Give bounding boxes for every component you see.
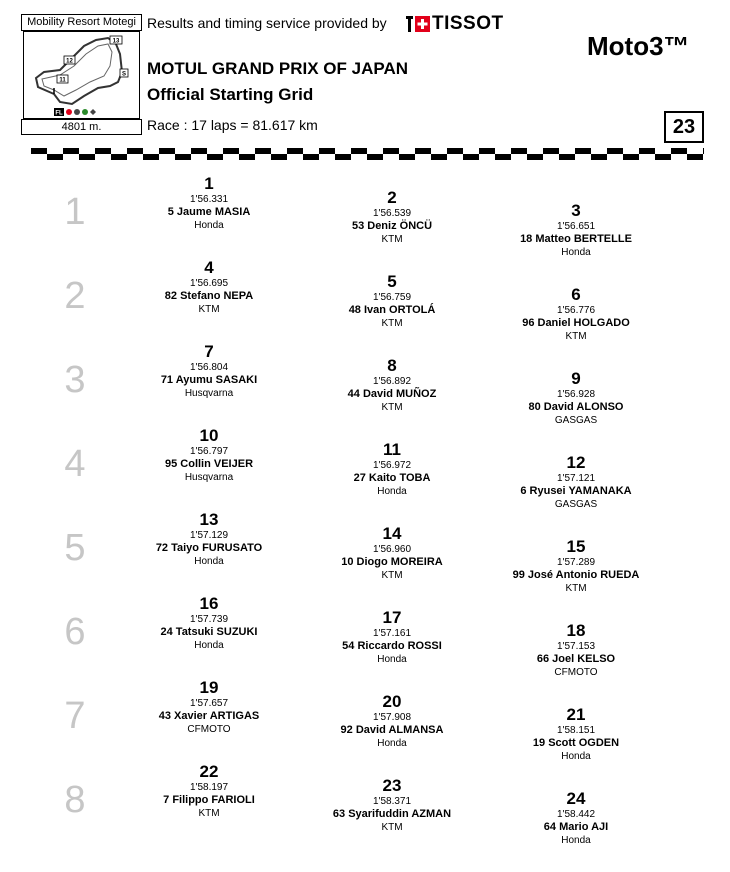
grid-position: 19 (199, 678, 219, 697)
lap-time: 1'56.892 (372, 376, 412, 387)
lap-time: 1'58.371 (372, 796, 412, 807)
tissot-logo (406, 14, 504, 34)
lap-time: 1'56.797 (189, 446, 229, 457)
lap-time: 1'57.739 (189, 614, 229, 625)
grid-slot (302, 693, 482, 750)
rider-name: 54 Riccardo ROSSI (342, 640, 442, 652)
lap-time: 1'56.759 (372, 292, 412, 303)
lap-time: 1'56.928 (556, 389, 596, 400)
circuit-map (23, 31, 140, 119)
grid-slot (302, 189, 482, 246)
grid-position: 10 (199, 426, 219, 445)
rider-name: 99 José Antonio RUEDA (512, 569, 640, 581)
grid-slot (119, 175, 299, 232)
rider-name: 6 Ryusei YAMANAKA (520, 485, 632, 497)
lap-time: 1'56.331 (189, 194, 229, 205)
tissot-wordmark: TISSOT (432, 13, 504, 34)
grid-slot (486, 790, 666, 847)
grid-position: 16 (199, 594, 219, 613)
rider-name: 71 Ayumu SASAKI (160, 374, 258, 386)
grid-row-number: 1 (64, 191, 86, 233)
grid-row-number: 5 (64, 527, 86, 569)
rider-name: 44 David MUÑOZ (347, 388, 437, 400)
rider-name: 64 Mario AJI (543, 821, 609, 833)
map-label: 11 (59, 77, 66, 84)
circuit-info (21, 14, 142, 134)
lap-time: 1'56.539 (372, 208, 412, 219)
grid-position: 5 (387, 272, 397, 291)
grid-slot (119, 343, 299, 400)
rider-name: 53 Deniz ÖNCÜ (351, 220, 433, 232)
manufacturer: Honda (377, 738, 407, 749)
manufacturer: KTM (381, 234, 403, 245)
grid-count-box: 23 (664, 111, 704, 143)
grid-position: 3 (571, 201, 581, 220)
grid-slot (486, 538, 666, 595)
lap-time: 1'56.776 (556, 305, 596, 316)
rider-name: 48 Ivan ORTOLÁ (348, 304, 436, 316)
lap-time: 1'58.151 (556, 725, 596, 736)
manufacturer: Husqvarna (184, 472, 234, 483)
manufacturer: Honda (561, 751, 591, 762)
grid-position: 13 (199, 510, 219, 529)
grid-position: 18 (566, 621, 586, 640)
grid-row-number: 6 (64, 611, 86, 653)
lap-time: 1'57.289 (556, 557, 596, 568)
lap-time: 1'57.908 (372, 712, 412, 723)
grid-slot (302, 609, 482, 666)
rider-name: 18 Matteo BERTELLE (520, 233, 632, 245)
rider-name: 63 Syarifuddin AZMAN (332, 808, 452, 820)
rider-name: 95 Collin VEIJER (164, 458, 254, 470)
class-title: Moto3™ (587, 31, 690, 61)
grid-slot (119, 763, 299, 820)
grid-slot (119, 427, 299, 484)
rider-name: 5 Jaume MASIA (167, 206, 251, 218)
grid-position: 6 (571, 285, 581, 304)
grid-slot (302, 777, 482, 834)
manufacturer: KTM (565, 583, 587, 594)
grid-position: 23 (382, 776, 402, 795)
grid-row-number: 8 (64, 779, 86, 821)
manufacturer: CFMOTO (554, 667, 598, 678)
track-map-icon (24, 32, 139, 118)
grid-position: 14 (382, 524, 402, 543)
grid-position: 8 (387, 356, 397, 375)
tissot-cross-icon (406, 15, 430, 33)
grid-position: 4 (204, 258, 214, 277)
manufacturer: Husqvarna (184, 388, 234, 399)
grid-slot (119, 259, 299, 316)
grid-row-number: 3 (64, 359, 86, 401)
circuit-name: Mobility Resort Motegi (21, 14, 142, 31)
manufacturer: KTM (381, 570, 403, 581)
manufacturer: KTM (198, 304, 220, 315)
grid-row-number: 2 (64, 275, 86, 317)
grid-slot (119, 595, 299, 652)
map-label: 13 (112, 38, 120, 45)
timing-credit: Results and timing service provided by (147, 15, 387, 31)
grid-slot (486, 202, 666, 259)
lap-time: 1'56.804 (189, 362, 229, 373)
map-label: 12 (66, 58, 73, 65)
grid-slot (486, 286, 666, 343)
map-label: FL (55, 110, 63, 117)
rider-name: 66 Joel KELSO (536, 653, 616, 665)
rider-name: 19 Scott OGDEN (532, 737, 620, 749)
grid-position: 1 (204, 174, 214, 193)
manufacturer: Honda (561, 835, 591, 846)
manufacturer: KTM (198, 808, 220, 819)
rider-name: 80 David ALONSO (528, 401, 624, 413)
grid-slot (486, 706, 666, 763)
manufacturer: KTM (381, 822, 403, 833)
rider-name: 92 David ALMANSA (340, 724, 444, 736)
grid-position: 11 (383, 440, 401, 459)
grid-slot (119, 511, 299, 568)
lap-time: 1'57.121 (556, 473, 596, 484)
manufacturer: GASGAS (554, 415, 598, 426)
grid-slot (302, 357, 482, 414)
manufacturer: Honda (194, 220, 224, 231)
lap-time: 1'58.197 (189, 782, 229, 793)
lap-time: 1'56.972 (372, 460, 412, 471)
grid-slot (302, 273, 482, 330)
lap-time: 1'57.129 (189, 530, 229, 541)
lap-time: 1'56.695 (189, 278, 229, 289)
grid-row-number: 4 (64, 443, 86, 485)
manufacturer: Honda (561, 247, 591, 258)
rider-name: 24 Tatsuki SUZUKI (160, 626, 258, 638)
grid-row-number: 7 (64, 695, 86, 737)
lap-time: 1'57.161 (372, 628, 412, 639)
manufacturer: KTM (381, 318, 403, 329)
grid-slot (486, 454, 666, 511)
lap-time: 1'58.442 (556, 809, 596, 820)
manufacturer: Honda (377, 486, 407, 497)
grid-position: 24 (566, 789, 586, 808)
race-info: Race : 17 laps = 81.617 km (147, 117, 318, 133)
event-title: MOTUL GRAND PRIX OF JAPAN (147, 59, 408, 78)
manufacturer: CFMOTO (187, 724, 231, 735)
manufacturer: KTM (381, 402, 403, 413)
grid-slot (486, 370, 666, 427)
manufacturer: Honda (377, 654, 407, 665)
lap-time: 1'56.960 (372, 544, 412, 555)
grid-position: 20 (382, 692, 402, 711)
checkered-divider (31, 148, 704, 160)
rider-name: 72 Taiyo FURUSATO (155, 542, 263, 554)
grid-position: 21 (566, 705, 586, 724)
grid-slot (486, 622, 666, 679)
manufacturer: Honda (194, 556, 224, 567)
manufacturer: KTM (565, 331, 587, 342)
grid-position: 7 (204, 342, 214, 361)
grid-position: 9 (571, 369, 581, 388)
circuit-length: 4801 m. (21, 119, 142, 135)
rider-name: 96 Daniel HOLGADO (522, 317, 630, 329)
rider-name: 82 Stefano NEPA (164, 290, 254, 302)
rider-name: 27 Kaito TOBA (353, 472, 431, 484)
grid-position: 12 (566, 453, 586, 472)
rider-name: 43 Xavier ARTIGAS (158, 710, 260, 722)
grid-position: 2 (387, 188, 397, 207)
grid-position: 22 (199, 762, 219, 781)
grid-position: 17 (382, 608, 402, 627)
grid-slot (302, 441, 482, 498)
session-title: Official Starting Grid (147, 85, 314, 104)
rider-name: 7 Filippo FARIOLI (163, 794, 255, 806)
map-label: S (121, 71, 127, 78)
lap-time: 1'57.657 (189, 698, 229, 709)
grid-slot (119, 679, 299, 736)
manufacturer: GASGAS (554, 499, 598, 510)
rider-name: 10 Diogo MOREIRA (341, 556, 443, 568)
lap-time: 1'56.651 (556, 221, 596, 232)
lap-time: 1'57.153 (556, 641, 596, 652)
grid-slot (302, 525, 482, 582)
grid-position: 15 (566, 537, 586, 556)
manufacturer: Honda (194, 640, 224, 651)
